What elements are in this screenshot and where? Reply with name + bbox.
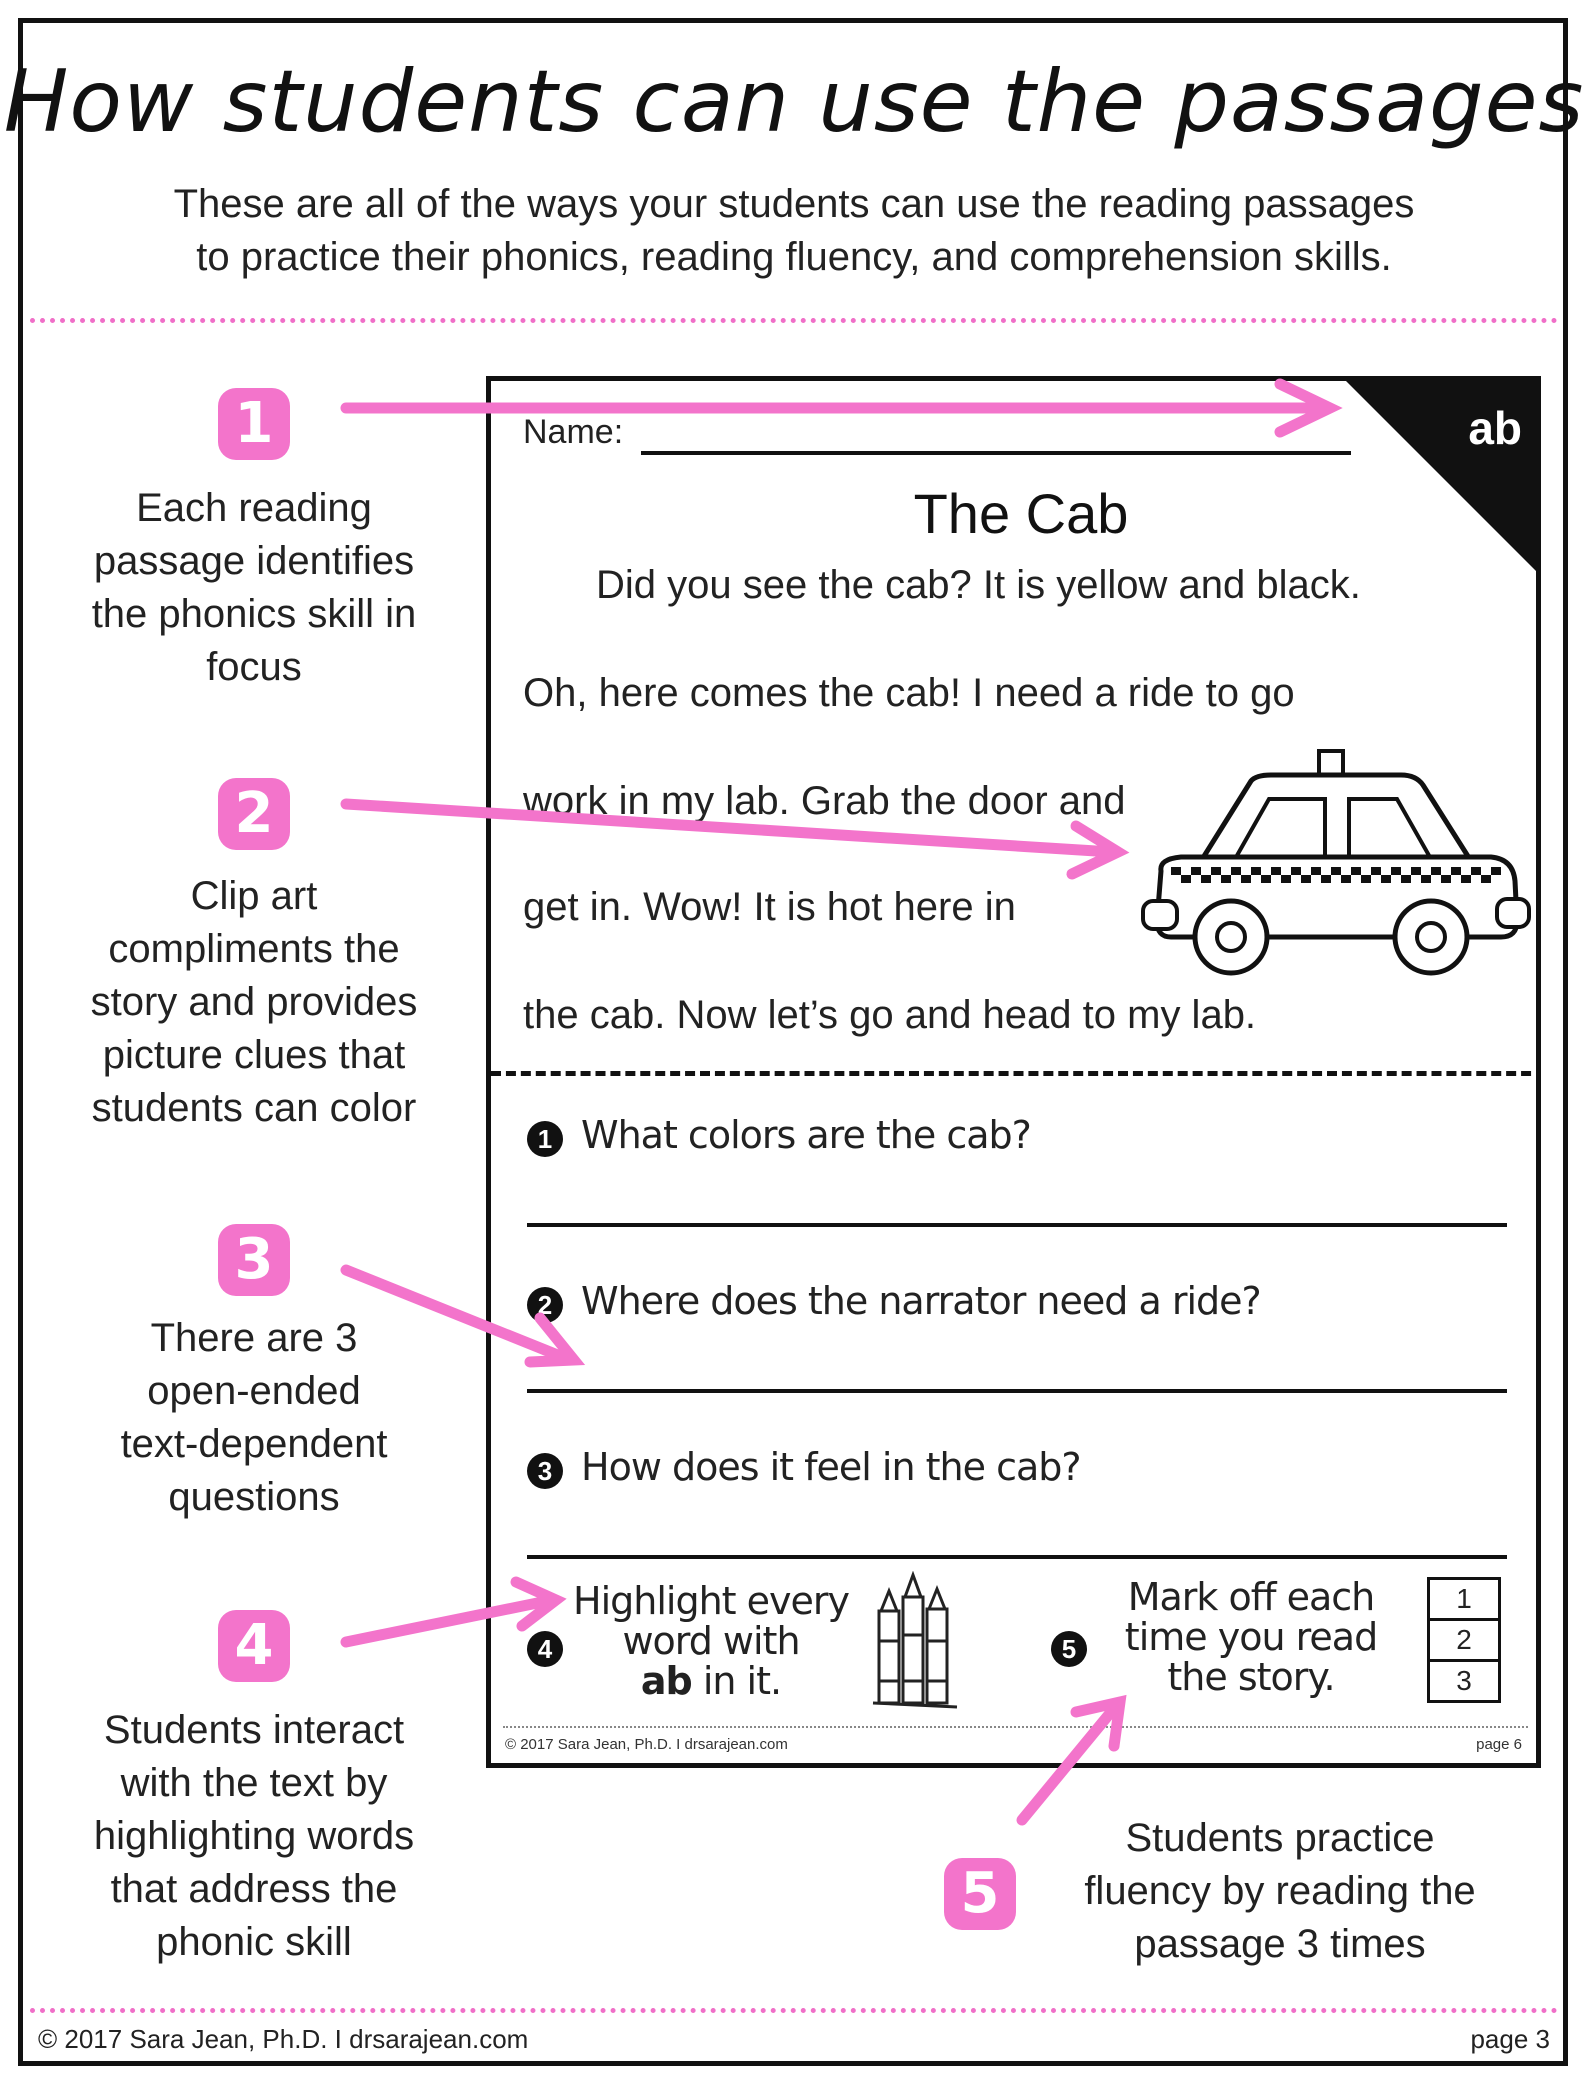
callout-text-3: There are 3 open-ended text-dependent questions xyxy=(120,1316,388,1519)
page-footer-left: © 2017 Sara Jean, Ph.D. I drsarajean.com xyxy=(38,2024,529,2054)
callout-badge-1: 1 xyxy=(218,388,290,460)
arrow-5 xyxy=(1022,1706,1116,1820)
arrow-2 xyxy=(346,804,1112,852)
callout-text-1: Each reading passage identifies the phonics skill in focus xyxy=(91,486,417,689)
fluency-instruction: Mark off each time you read the story. xyxy=(1124,1575,1378,1699)
question-number-1: 1 xyxy=(527,1121,563,1157)
story-line-3: work in my lab. Grab the door and xyxy=(523,779,1126,823)
question-text-3: How does it feel in the cab? xyxy=(581,1445,1081,1489)
callout-badge-4: 4 xyxy=(218,1610,290,1682)
callout-text-4: Students interact with the text by highlighting words that address the phonic skill xyxy=(93,1708,415,1964)
page-footer-right: page 3 xyxy=(1470,2024,1550,2054)
story-title: The Cab xyxy=(913,482,1129,545)
callout-text-5: Students practice fluency by reading the passage 3 times xyxy=(1084,1816,1476,1966)
tally-cell-1[interactable]: 1 xyxy=(1430,1580,1498,1621)
callout-text-2: Clip art compliments the story and provides picture clues that students can color xyxy=(90,874,418,1130)
callout-badge-5: 5 xyxy=(944,1858,1016,1930)
worksheet-footer-left: © 2017 Sara Jean, Ph.D. I drsarajean.com xyxy=(505,1736,788,1753)
worksheet-footer-right: page 6 xyxy=(1476,1736,1522,1753)
page-title: How students can use the passages xyxy=(3,52,1585,152)
question-number-3: 3 xyxy=(527,1453,563,1489)
story-line-2: Oh, here comes the cab! I need a ride to go xyxy=(523,671,1295,715)
question-text-2: Where does the narrator need a ride? xyxy=(581,1279,1261,1323)
callout-badge-2: 2 xyxy=(218,778,290,850)
question-number-2: 2 xyxy=(527,1287,563,1323)
activity-number-5: 5 xyxy=(1051,1631,1087,1667)
highlight-skill: ab xyxy=(640,1659,692,1703)
story-line-5: the cab. Now let’s go and head to my lab. xyxy=(523,993,1257,1037)
dotted-divider-bottom xyxy=(30,2008,1558,2013)
tally-cell-3[interactable]: 3 xyxy=(1456,1665,1472,1696)
question-text-1: What colors are the cab? xyxy=(581,1113,1031,1157)
callout-badge-3: 3 xyxy=(218,1224,290,1296)
intro-line-1: These are all of the ways your students can use the reading passages xyxy=(173,182,1415,226)
story-line-4: get in. Wow! It is hot here in xyxy=(523,885,1016,929)
name-label: Name: xyxy=(523,413,624,451)
tally-cell-2[interactable]: 2 xyxy=(1430,1621,1498,1662)
story-line-1: Did you see the cab? It is yellow and black. xyxy=(596,563,1361,607)
highlight-instruction: Highlight every word with ab in it. xyxy=(573,1579,849,1703)
activity-number-4: 4 xyxy=(527,1631,563,1667)
intro-line-2: to practice their phonics, reading fluency, and comprehension skills. xyxy=(196,235,1392,279)
skill-corner-label: ab xyxy=(1468,402,1522,454)
